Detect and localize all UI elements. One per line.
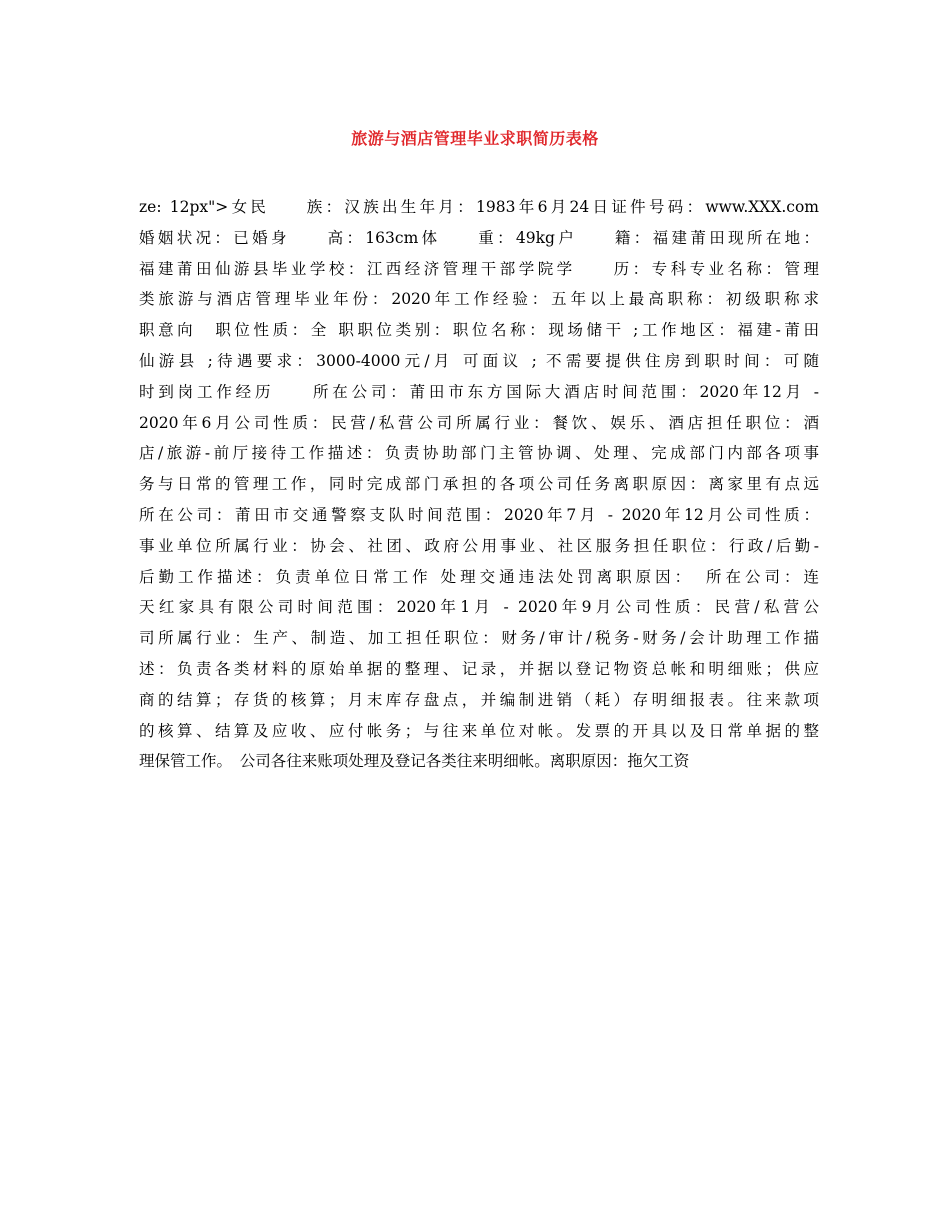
- body-line: 后勤工作描述：负责单位日常工作 处理交通违法处罚离职原因： 所在公司：连: [139, 567, 819, 586]
- body-line: 事业单位所属行业：协会、社团、政府公用事业、社区服务担任职位：行政/后勤-: [139, 536, 819, 555]
- body-line: 福建莆田仙游县毕业学校：江西经济管理干部学院学 历：专科专业名称：管理: [139, 259, 819, 278]
- body-line: 的核算、结算及应收、应付帐务；与往来单位对帐。发票的开具以及日常单据的整: [139, 721, 819, 740]
- body-line: 天红家具有限公司时间范围：2020年1月 - 2020年9月公司性质：民营/私营公: [139, 598, 819, 617]
- body-line: 商的结算；存货的核算；月末库存盘点，并编制进销（耗）存明细报表。往来款项: [139, 690, 819, 709]
- body-line: 所在公司：莆田市交通警察支队时间范围：2020年7月 - 2020年12月公司性质：: [139, 505, 819, 524]
- body-line: 类旅游与酒店管理毕业年份：2020年工作经验：五年以上最高职称：初级职称求: [139, 290, 819, 309]
- body-line: ze: 12px">女民 族：汉族出生年月：1983年6月24日证件号码：www.XXX.com: [139, 198, 819, 216]
- body-line: 2020年6月公司性质：民营/私营公司所属行业：餐饮、娱乐、酒店担任职位：酒: [139, 413, 819, 432]
- body-line: 婚姻状况：已婚身 高：163cm体 重：49kg户 籍：福建莆田现所在地：: [139, 228, 819, 247]
- body-line: 述：负责各类材料的原始单据的整理、记录，并据以登记物资总帐和明细账；供应: [139, 659, 819, 678]
- body-line: 职意向 职位性质：全 职职位类别：职位名称：现场储干 ;工作地区：福建-莆田: [139, 321, 819, 340]
- body-line: 司所属行业：生产、制造、加工担任职位：财务/审计/税务-财务/会计助理工作描: [139, 629, 819, 648]
- body-line: 务与日常的管理工作，同时完成部门承担的各项公司任务离职原因：离家里有点远: [139, 475, 819, 494]
- body-line: 仙游县 ;待遇要求：3000-4000元/月 可面议 ; 不需要提供住房到职时间：可随: [139, 351, 819, 370]
- body-line: 店/旅游-前厅接待工作描述：负责协助部门主管协调、处理、完成部门内部各项事: [139, 444, 819, 463]
- body-line: 理保管工作。 公司各往来账项处理及登记各类往来明细帐。离职原因：拖欠工资: [139, 752, 690, 771]
- resume-body-text: [139, 192, 819, 777]
- body-line: 时到岗工作经历 所在公司：莆田市东方国际大酒店时间范围：2020年12月 -: [139, 382, 819, 401]
- document-title: 旅游与酒店管理毕业求职简历表格: [351, 129, 599, 148]
